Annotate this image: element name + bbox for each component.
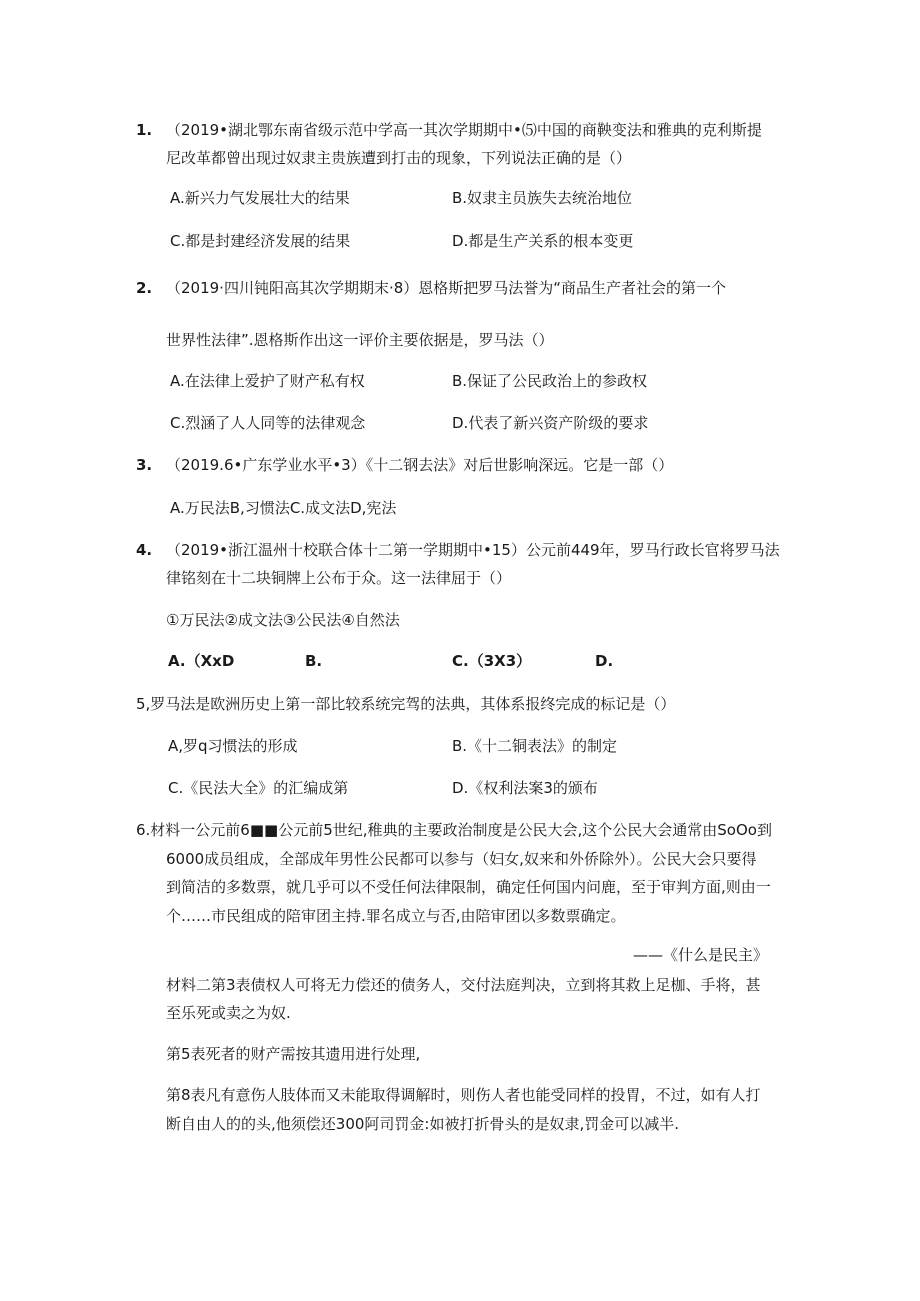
option-a: A.（XxD (168, 652, 235, 670)
material-1-line2: 6000成员组成，全部成年男性公民都可以参与（妇女,奴来和外侨除外）。公民大会只要得 (166, 850, 757, 868)
material-2-line1: 材料二第3表债权人可将无力偿还的债务人，交付法庭判决，立到将其救上足枷、手将，甚 (166, 976, 761, 994)
option-a: A,罗q习惯法的形成 (168, 737, 298, 755)
question-5-text-line1: 5,罗马法是欧洲历史上第一部比较系统完驾的法典，其体系报终完成的标记是（） (136, 695, 676, 713)
material-2-line3: 第5表死者的财产需按其遗用进行处理, (166, 1045, 421, 1063)
material-1-line3: 到简洁的多数票，就几乎可以不受任何法律限制，确定任何国内问鹿，至于审判方面,则由一 (166, 878, 771, 896)
question-3-options: A.万民法B,习惯法C.成文法D,宪法 (170, 499, 397, 517)
question-3-text-line1: （2019.6•广东学业水平•3）《十二钢去法》对后世影响深远。它是一部（） (166, 456, 674, 474)
material-2-line2: 至乐死或卖之为奴. (166, 1004, 291, 1022)
question-2-text-line1: （2019·四川钝阳高其次学期期末·8）恩格斯把罗马法誉为“商品生产者社会的第一个 (166, 279, 727, 297)
option-d: D.代表了新兴资产阶级的要求 (452, 414, 649, 432)
option-a: A.在法律上爱护了财产私有权 (170, 372, 365, 390)
material-1-line4: 个……市民组成的陪审团主持.罪名成立与否,由陪审团以多数票确定。 (166, 907, 626, 925)
option-c: C.烈涵了人人同等的法律观念 (170, 414, 366, 432)
question-4-text-line3: ①万民法②成文法③公民法④自然法 (166, 611, 400, 629)
material-2-line5: 断自由人的的头,他须偿还300阿司罚金:如被打折骨头的是奴隶,罚金可以减半. (166, 1115, 679, 1133)
material-2-line4: 第8表凡有意伤人肢体而又未能取得调解时，则伤人者也能受同样的投胃，不过，如有人打 (166, 1086, 761, 1104)
option-c: C.都是封建经济发展的结果 (170, 232, 351, 250)
question-number: 4. (136, 541, 153, 559)
question-4-text-line2: 律铭刻在十二块铜牌上公布于众。这一法律屈于（） (166, 569, 512, 587)
option-c: C.（3X3） (452, 652, 532, 670)
option-d: D. (595, 652, 614, 670)
option-d: D.都是生产关系的根本变更 (452, 232, 634, 250)
material-1-line1: 6.材料一公元前6■■公元前5世纪,稚典的主要政治制度是公民大会,这个公民大会通常由SoOo到 (136, 821, 772, 839)
option-c: C.《民法大全》的汇编成第 (168, 779, 349, 797)
option-a: A.新兴力气发展壮大的结果 (170, 189, 350, 207)
question-number: 1. (136, 121, 153, 139)
option-b: B. (305, 652, 323, 670)
question-1-text-line1: （2019•湖北鄂东南省级示范中学高一其次学期期中•⑸中国的商鞅变法和雅典的克利斯提 (166, 121, 762, 139)
question-2-text-line2: 世界性法律”.恩格斯作出这一评价主要依据是，罗马法（） (166, 331, 554, 349)
option-b: B.保证了公民政治上的参政权 (452, 372, 648, 390)
option-b: B.奴隶主员族失去统治地位 (452, 189, 633, 207)
question-1-text-line2: 尼改革都曾出现过奴隶主贵族遭到打击的现象，下列说法正确的是（） (166, 149, 632, 167)
option-d: D.《权利法案3的颁布 (452, 779, 598, 797)
question-number: 3. (136, 456, 153, 474)
question-number: 2. (136, 279, 153, 297)
option-b: B.《十二铜表法》的制定 (452, 737, 618, 755)
material-1-source: ——《什么是民主》 (633, 946, 769, 964)
question-4-text-line1: （2019•浙江温州十校联合体十二第一学期期中•15）公元前449年，罗马行政长官将罗马法 (166, 541, 780, 559)
